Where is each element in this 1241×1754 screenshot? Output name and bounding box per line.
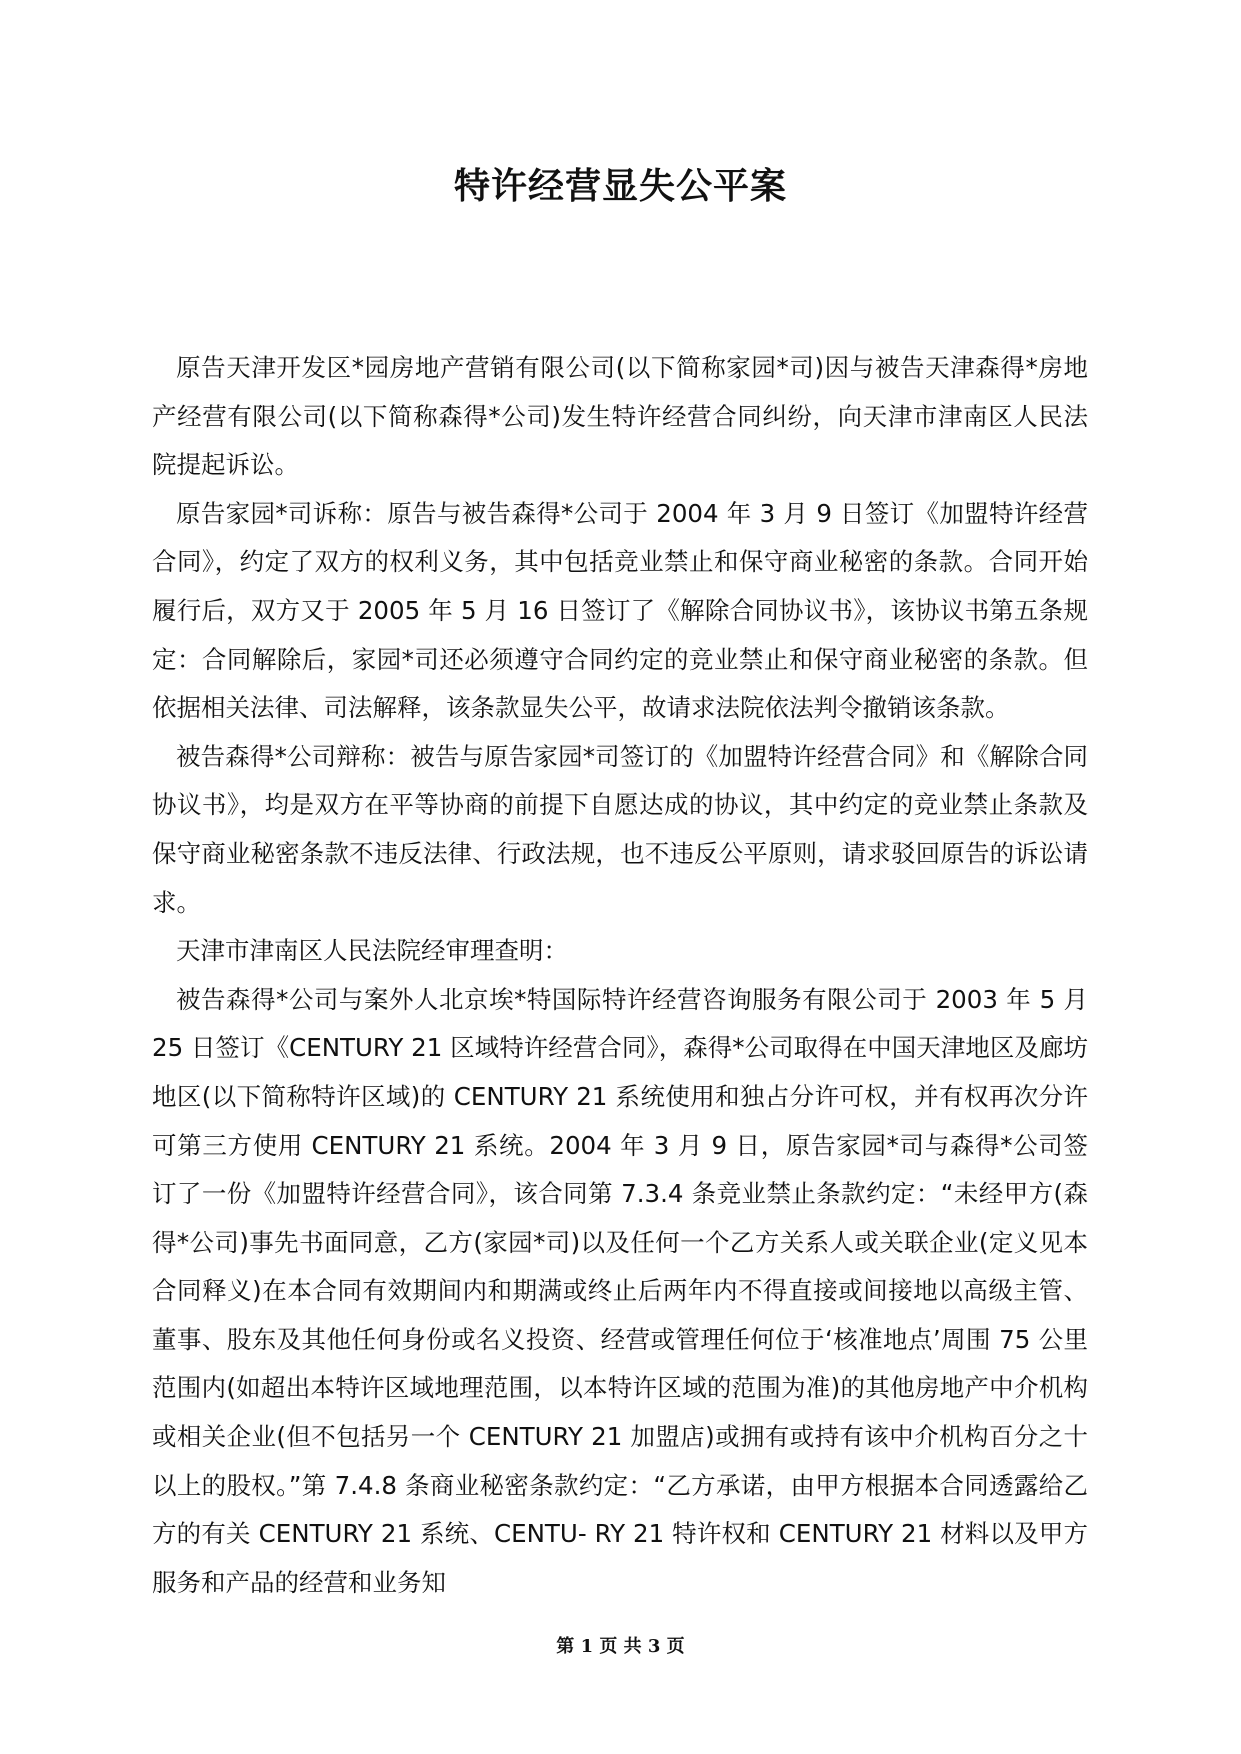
paragraph-defendant-defense: 被告森得*公司辩称：被告与原告家园*司签订的《加盟特许经营合同》和《解除合同协议书》，均是双方在平等协商的前提下自愿达成的协议，其中约定的竞业禁止条款及保守商业秘密条款不违反法律、行政法规，也不违反公平原则，请求驳回原告的诉讼请求。 [152,741,1088,917]
document-body [152,344,1088,1607]
document-title: 特许经营显失公平案 [453,166,787,207]
page-number-footer: 第 1 页 共 3 页 [556,1636,685,1657]
paragraph-intro: 原告天津开发区*园房地产营销有限公司(以下简称家园*司)因与被告天津森得*房地产经营有限公司(以下简称森得*公司)发生特许经营合同纠纷，向天津市津南区人民法院提起诉讼。 [152,353,1088,480]
paragraph-plaintiff-claim: 原告家园*司诉称：原告与被告森得*公司于 2004 年 3 月 9 日签订《加盟特许经营合同》，约定了双方的权利义务，其中包括竞业禁止和保守商业秘密的条款。合同开始履行后，双方又于 2005 年 5 月 16 日签订了《解除合同协议书》，该协议书第五条规定：合同解除后，家园*司还必须遵守合同约定的竞业禁止和保守商业秘密的条款。但依据相关法律、司法解释，该条款显失公平，故请求法院依法判令撤销该条款。 [152,498,1088,723]
paragraph-facts: 被告森得*公司与案外人北京埃*特国际特许经营咨询服务有限公司于 2003 年 5 月 25 日签订《CENTURY 21 区域特许经营合同》，森得*公司取得在中国天津地区及廊坊地区(以下简称特许区域)的 CENTURY 21 系统使用和独占分许可权，并有权再次分许可第三方使用 CENTURY 21 系统。2004 年 3 月 9 日，原告家园*司与森得*公司签订了一份《加盟特许经营合同》，该合同第 7.3.4 条竞业禁止条款约定：“未经甲方(森得*公司)事先书面同意，乙方(家园*司)以及任何一个乙方关系人或关联企业(定义见本合同释义)在本合同有效期间内和期满或终止后两年内不得直接或间接地以高级主管、董事、股东及其他任何身份或名义投资、经营或管理任何位于‘核准地点’周围 75 公里范围内(如超出本特许区域地理范围，以本特许区域的范围为准)的其他房地产中介机构或相关企业(但不包括另一个 CENTURY 21 加盟店)或拥有或持有该中介机构百分之十以上的股权。”第 7.4.8 条商业秘密条款约定：“乙方承诺，由甲方根据本合同透露给乙方的有关 CENTURY 21 系统、CENTU- RY 21 特许权和 CENTURY 21 材料以及甲方服务和产品的经营和业务知 [152,984,1088,1597]
paragraph-court-finding-heading: 天津市津南区人民法院经审理查明： [176,936,568,966]
